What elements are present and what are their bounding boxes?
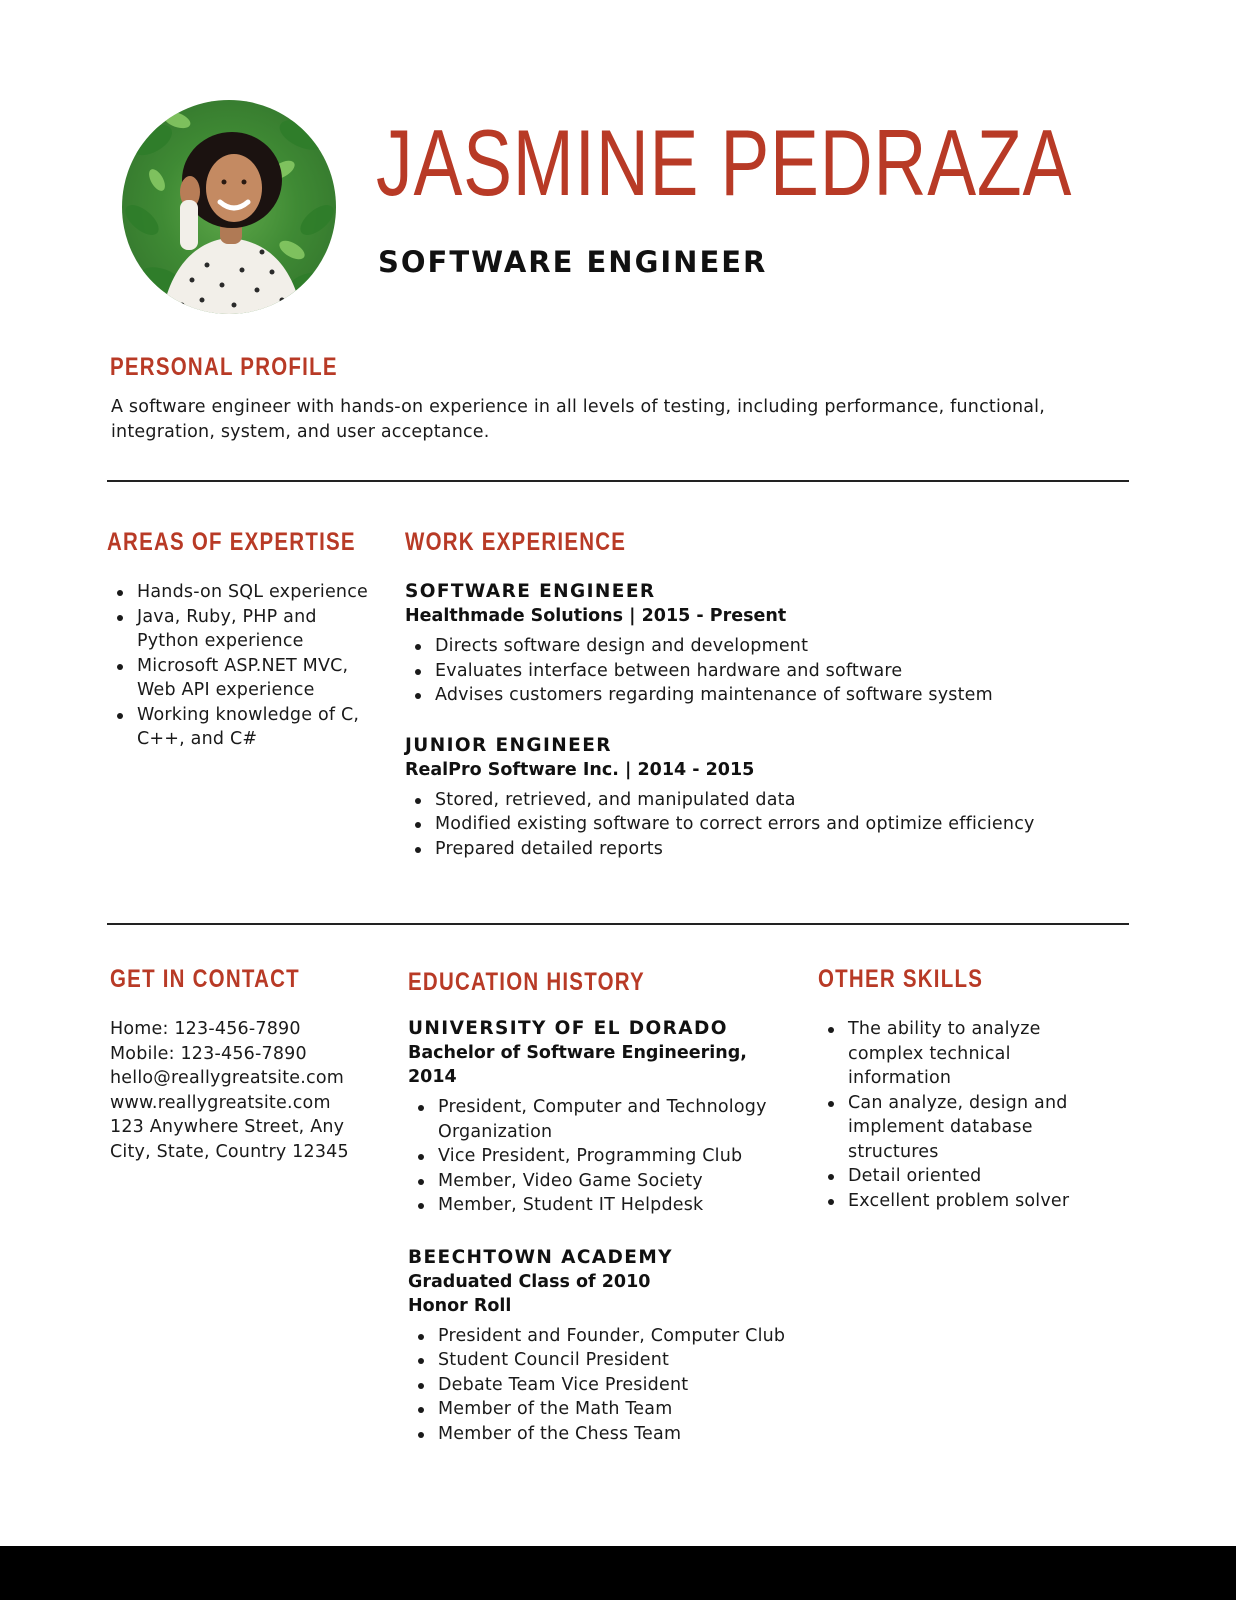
school-activity: Member of the Math Team	[438, 1397, 788, 1422]
skill-item: Detail oriented	[848, 1164, 1098, 1189]
expertise-item: Microsoft ASP.NET MVC, Web API experience	[137, 654, 377, 703]
skill-item: The ability to analyze complex technical information	[848, 1017, 1098, 1091]
skills-list	[818, 1017, 1098, 1213]
job-duties	[405, 788, 1125, 862]
job-duties	[405, 634, 1125, 708]
school-degree: Bachelor of Software Engineering, 2014	[408, 1043, 747, 1087]
school-activity: Student Council President	[438, 1348, 788, 1373]
job-company: RealPro Software Inc. | 2014 - 2015	[405, 759, 755, 780]
footer-bar	[0, 1546, 1236, 1600]
expertise-item: Java, Ruby, PHP and Python experience	[137, 605, 377, 654]
job-duty: Prepared detailed reports	[435, 837, 1125, 862]
contact-website: www.reallygreatsite.com	[110, 1092, 331, 1113]
contact-address: 123 Anywhere Street, Any City, State, Country 12345	[110, 1117, 349, 1162]
contact-info	[110, 1017, 380, 1164]
school-activity: Debate Team Vice President	[438, 1373, 788, 1398]
expertise-item: Working knowledge of C, C++, and C#	[137, 703, 377, 752]
work-experience	[405, 580, 1125, 861]
job-duty: Advises customers regarding maintenance of software system	[435, 683, 1125, 708]
contact-heading: GET IN CONTACT	[110, 965, 300, 993]
school-activities	[408, 1324, 788, 1447]
profile-heading: PERSONAL PROFILE	[110, 353, 338, 381]
school-name: BEECHTOWN ACADEMY	[408, 1246, 673, 1268]
job-duty: Evaluates interface between hardware and software	[435, 659, 1125, 684]
school-activity: Member, Video Game Society	[438, 1169, 788, 1194]
divider-top	[107, 480, 1129, 482]
school-graduation: Graduated Class of 2010	[408, 1271, 651, 1292]
contact-email: hello@reallygreatsite.com	[110, 1068, 344, 1088]
job-duty: Directs software design and development	[435, 634, 1125, 659]
education-heading: EDUCATION HISTORY	[408, 968, 645, 996]
skill-item: Can analyze, design and implement database structures	[848, 1091, 1098, 1165]
school-name: UNIVERSITY OF EL DORADO	[408, 1018, 728, 1039]
school-entry	[408, 1017, 788, 1218]
school-entry	[408, 1246, 788, 1447]
contact-mobile-phone: Mobile: 123-456-7890	[110, 1043, 307, 1064]
portrait-illustration-icon	[122, 100, 336, 314]
job-entry	[405, 580, 1125, 708]
job-company: Healthmade Solutions | 2015 - Present	[405, 606, 787, 626]
school-honor: Honor Roll	[408, 1295, 512, 1316]
job-title: SOFTWARE ENGINEER	[405, 581, 656, 602]
skill-item: Excellent problem solver	[848, 1189, 1098, 1214]
expertise-heading: AREAS OF EXPERTISE	[107, 528, 356, 556]
work-heading: WORK EXPERIENCE	[405, 528, 627, 556]
school-activity: Vice President, Programming Club	[438, 1144, 788, 1169]
expertise-item: Hands-on SQL experience	[137, 580, 377, 605]
expertise-list	[107, 580, 377, 752]
candidate-title: SOFTWARE ENGINEER	[378, 245, 768, 279]
job-entry	[405, 734, 1125, 862]
job-duty: Stored, retrieved, and manipulated data	[435, 788, 1125, 813]
school-activity: Member, Student IT Helpdesk	[438, 1193, 788, 1218]
expertise-list-container	[107, 580, 377, 752]
school-activity: President and Founder, Computer Club	[438, 1324, 788, 1349]
profile-text: A software engineer with hands-on experience in all levels of testing, including performance, functional, integration, system, and user acceptance.	[111, 397, 1045, 442]
job-duty: Modified existing software to correct errors and optimize efficiency	[435, 812, 1125, 837]
job-title: JUNIOR ENGINEER	[405, 734, 612, 756]
candidate-name: JASMINE PEDRAZA	[376, 110, 1073, 215]
skills-heading: OTHER SKILLS	[818, 965, 984, 993]
school-activity: Member of the Chess Team	[438, 1422, 788, 1447]
school-activities	[408, 1095, 788, 1218]
skills-list-container	[818, 1017, 1098, 1213]
contact-home-phone: Home: 123-456-7890	[110, 1019, 301, 1039]
portrait-photo	[122, 100, 336, 314]
school-activity: President, Computer and Technology Organization	[438, 1095, 788, 1144]
divider-bottom	[107, 923, 1129, 925]
education-history	[408, 1017, 788, 1446]
